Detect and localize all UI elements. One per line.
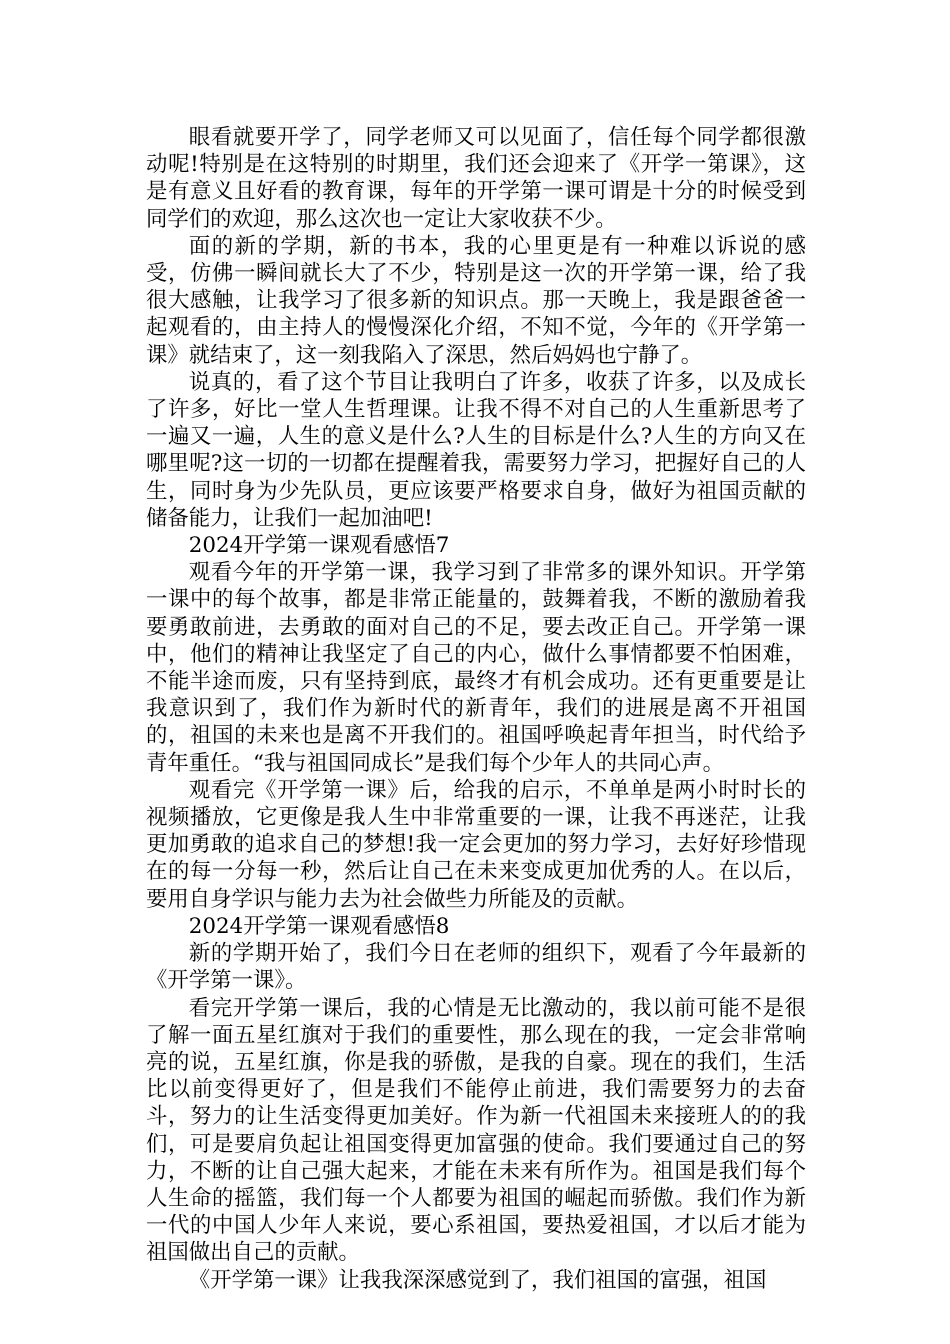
section-heading: 2024开学第一课观看感悟8 (188, 913, 450, 939)
paragraph: 新的学期开始了，我们今日在老师的组织下，观看了今年最新的《开学第一课》。 (146, 941, 806, 994)
section-heading: 2024开学第一课观看感悟7 (188, 533, 450, 559)
paragraph: 看完开学第一课后，我的心情是无比激动的，我以前可能不是很了解一面五星红旗对于我们的重要性，那么现在的我，一定会非常响亮的说，五星红旗，你是我的骄傲，是我的自豪。现在的我们，生活比以前变得更好了，但是我们不能停止前进，我们需要努力的去奋斗，努力的让生活变得更加美好。作为新一代祖国未来接班人的的我们，可是要肩负起让祖国变得更加富强的使命。我们要通过自己的努力，不断的让自己强大起来，才能在未来有所作为。祖国是我们每个人生命的摇篮，我们每一个人都要为祖国的崛起而骄傲。我们作为新一代的中国人少年人来说，要心系祖国，要热爱祖国，才以后才能为祖国做出自己的贡献。 (146, 995, 806, 1266)
paragraph: 说真的，看了这个节目让我明白了许多，收获了许多，以及成长了许多，好比一堂人生哲理课。让我不得不对自己的人生重新思考了一遍又一遍，人生的意义是什么?人生的目标是什么?人生的方向又在哪里呢?这一切的一切都在提醒着我，需要努力学习，把握好自己的人生，同时身为少先队员，更应该要严格要求自身，做好为祖国贡献的储备能力，让我们一起加油吧! (146, 369, 806, 531)
paragraph: 眼看就要开学了，同学老师又可以见面了，信任每个同学都很激动呢!特别是在这特别的时期里，我们还会迎来了《开学一第课》，这是有意义且好看的教育课，每年的开学第一课可谓是十分的时候受到同学们的欢迎，那么这次也一定让大家收获不少。 (146, 125, 806, 232)
paragraph: 观看完《开学第一课》后，给我的启示，不单单是两小时时长的视频播放，它更像是我人生中非常重要的一课，让我不再迷茫，让我更加勇敢的追求自己的梦想!我一定会更加的努力学习，去好好珍惜现在的每一分每一秒，然后让自己在未来变成更加优秀的人。在以后，要用自身学识与能力去为社会做些力所能及的贡献。 (146, 777, 806, 912)
paragraph: 面的新的学期，新的书本，我的心里更是有一种难以诉说的感受，仿佛一瞬间就长大了不少，特别是这一次的开学第一课，给了我很大感触，让我学习了很多新的知识点。那一天晚上，我是跟爸爸一起观看的，由主持人的慢慢深化介绍，不知不觉，今年的《开学第一课》就结束了，这一刻我陷入了深思，然后妈妈也宁静了。 (146, 233, 806, 368)
paragraph: 《开学第一课》让我我深深感觉到了，我们祖国的富强，祖国 (188, 1267, 767, 1293)
document-body (146, 124, 806, 1294)
paragraph: 观看今年的开学第一课，我学习到了非常多的课外知识。开学第一课中的每个故事，都是非常正能量的，鼓舞着我，不断的激励着我要勇敢前进，去勇敢的面对自己的不足，要去改正自己。开学第一课中，他们的精神让我坚定了自己的内心，做什么事情都要不怕困难，不能半途而废，只有坚持到底，最终才有机会成功。还有更重要是让我意识到了，我们作为新时代的新青年，我们的进展是离不开祖国的，祖国的未来也是离不开我们的。祖国呼唤起青年担当，时代给予青年重任。“我与祖国同成长”是我们每个少年人的共同心声。 (146, 560, 806, 776)
